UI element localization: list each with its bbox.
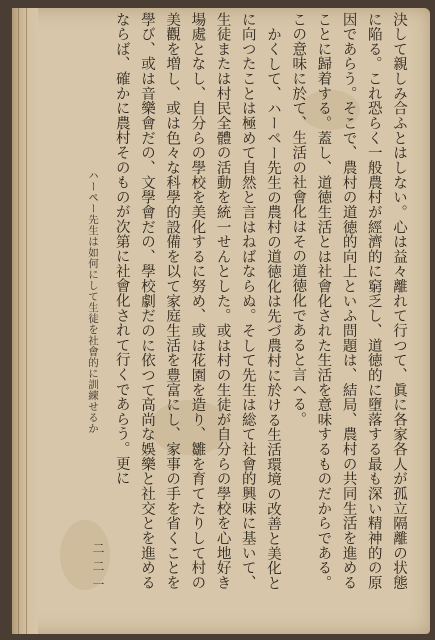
stacked-page-edges: [12, 8, 38, 634]
page-number: 二二一: [91, 542, 105, 596]
running-head: ハーペー先生は如何にして生徒を社會的に訓練せるか: [87, 170, 99, 434]
body-text: [109, 12, 411, 590]
paragraph: 決して親しみ合ふとはしない。心は益々離れて行つて、眞に各家各人が孤立隔離の状態に陥る。これ恐らく一般農村が經濟的に窮乏し、道徳的に墮落する最も深い精神的の原因であらう。そこで、農村の道徳的向上といふ問題は、結局、農村の共同生活を進めることに歸着する。蓋し、道徳生活とは社會化された生活を意味するものだからである。この意味に於て、生活の社會化はその道徳化であると言へる。: [290, 12, 407, 590]
paragraph: かくして、ハーペー先生の農村の道徳化は先づ農村に於ける生活環境の改善と美化とに向つたことは極めて自然と言はねばならぬ。そして先生は総て社會的興味に基いて、生徒または村民全體の活動を統一せんとした。或は村の生徒が自分らの學校を心地好き場處となし、自分らの學校を美化するに努め、或は花園を造り、雛を育てたりして村の美觀を増し、或は色々な科學的設備を以て家庭生活を豊富にし、家事の手を省くことを學び、或は音樂會だの、文學會だの、學校劇だのに依つて高尚な娛樂と社交とを進めるならば、確かに農村そのものが次第に社會化されて行くであらう。更に: [113, 12, 281, 590]
